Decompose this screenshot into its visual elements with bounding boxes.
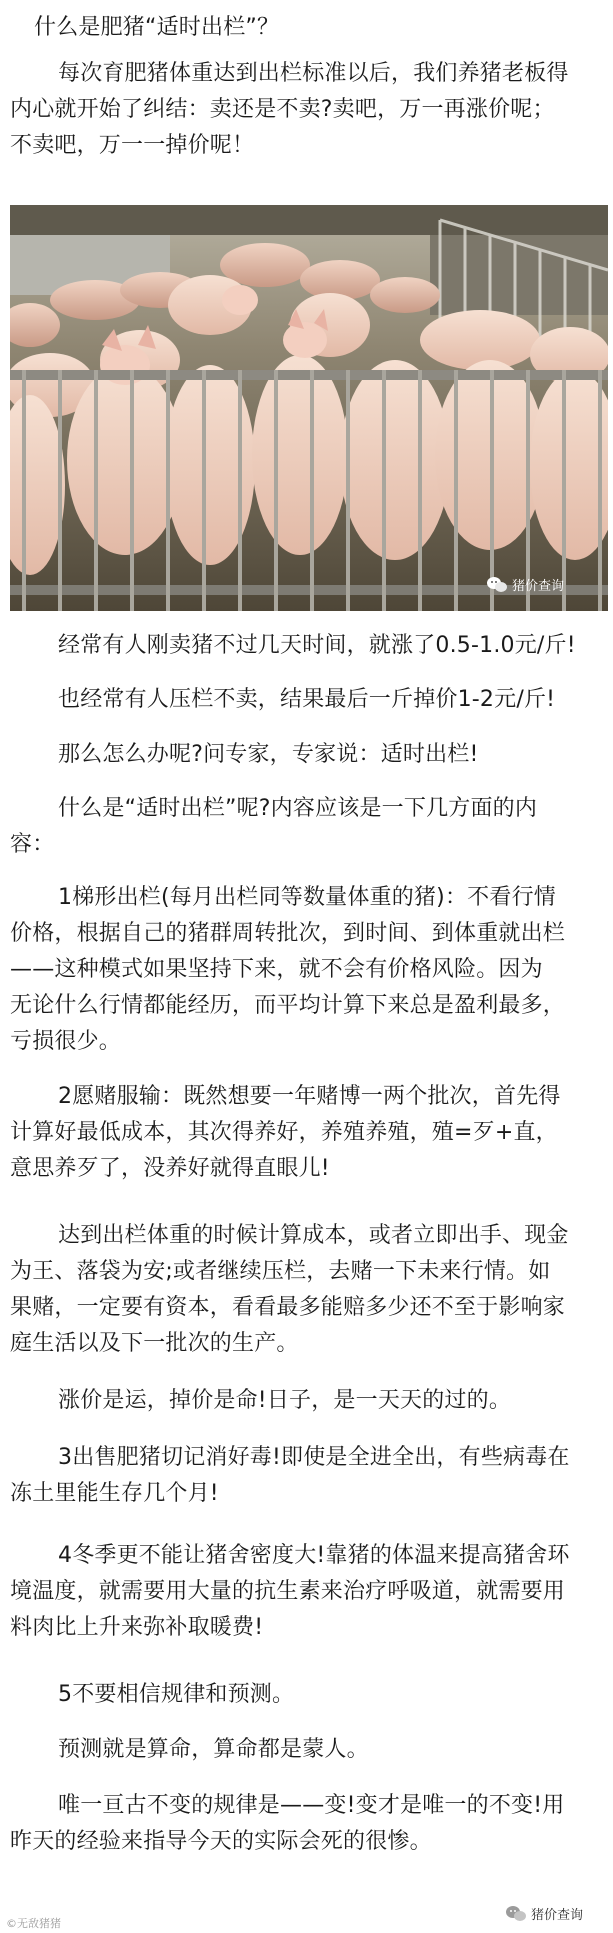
line: 意思养歹了，没养好就得直眼儿!: [10, 1156, 330, 1181]
line: 5不要相信规律和预测。: [58, 1682, 295, 1707]
line: 什么是“适时出栏”呢?内容应该是一下几方面的内: [58, 796, 538, 821]
line: 3出售肥猪切记消好毒!即使是全进全出，有些病毒在: [58, 1445, 570, 1470]
line: 每次育肥猪体重达到出栏标准以后，我们养猪老板得: [58, 61, 569, 86]
line: 2愿赌服输：既然想要一年赌博一两个批次，首先得: [58, 1084, 561, 1109]
line: ——这种模式如果坚持下来，就不会有价格风险。因为: [10, 957, 543, 982]
line: 计算好最低成本，其次得养好，养殖养殖，殖=歹+直，: [10, 1120, 558, 1145]
line: 1梯形出栏(每月出栏同等数量体重的猪)：不看行情: [58, 885, 556, 910]
line: 预测就是算命，算命都是蒙人。: [58, 1737, 369, 1762]
paragraph: [10, 1383, 602, 1419]
line: 果赌，一定要有资本，看看最多能赔多少还不至于影响家: [10, 1295, 566, 1320]
line: 经常有人刚卖猪不过几天时间，就涨了0.5-1.0元/斤!: [58, 633, 576, 658]
footer-watermark: [505, 1904, 583, 1923]
wechat-icon: [486, 576, 508, 594]
line: 容：: [10, 832, 55, 857]
line: 那么怎么办呢?问专家，专家说：适时出栏!: [58, 742, 479, 767]
line: 境温度，就需要用大量的抗生素来治疗呼吸道，就需要用: [10, 1579, 566, 1604]
line: 涨价是运，掉价是命!日子，是一天天的过的。: [58, 1388, 512, 1413]
pig-pen-photo: [10, 205, 608, 611]
paragraph: [10, 880, 602, 1060]
paragraph: [10, 682, 602, 718]
paragraph: [10, 1079, 602, 1187]
paragraph-intro: [10, 56, 602, 164]
paragraph: [10, 737, 602, 773]
line: 冻土里能生存几个月!: [10, 1481, 219, 1506]
source-watermark: ©无敌猪猪: [6, 1917, 61, 1930]
line: 4冬季更不能让猪舍密度大!靠猪的体温来提高猪舍环: [58, 1543, 570, 1568]
wechat-icon: [505, 1905, 527, 1923]
paragraph: [10, 1732, 602, 1768]
pig-pen-illustration: [10, 205, 608, 611]
photo-watermark: [486, 575, 564, 594]
paragraph: [10, 1538, 602, 1646]
line: 无论什么行情都能经历，而平均计算下来总是盈利最多，: [10, 993, 566, 1018]
line: 也经常有人压栏不卖，结果最后一斤掉价1-2元/斤!: [58, 687, 556, 712]
paragraph: [10, 791, 602, 863]
watermark-text: 猪价查询: [531, 1908, 584, 1923]
line: 庭生活以及下一批次的生产。: [10, 1331, 299, 1356]
paragraph: [10, 1677, 602, 1713]
paragraph: [10, 1440, 602, 1512]
line: 价格，根据自己的猪群周转批次，到时间、到体重就出栏: [10, 921, 566, 946]
article-title: 什么是肥猪“适时出栏”？: [34, 15, 280, 40]
line: 不卖吧，万一一掉价呢！: [10, 133, 255, 158]
line: 唯一亘古不变的规律是——变!变才是唯一的不变!用: [58, 1793, 565, 1818]
line: 料肉比上升来弥补取暖费!: [10, 1615, 264, 1640]
line: 达到出栏体重的时候计算成本，或者立即出手、现金: [58, 1223, 569, 1248]
line: 昨天的经验来指导今天的实际会死的很惨。: [10, 1829, 432, 1854]
line: 为王、落袋为安;或者继续压栏，去赌一下未来行情。如: [10, 1259, 551, 1284]
watermark-text: 猪价查询: [512, 579, 565, 594]
line: 亏损很少。: [10, 1029, 122, 1054]
line: 内心就开始了纠结：卖还是不卖?卖吧，万一再涨价呢；: [10, 97, 555, 122]
paragraph: [10, 1788, 602, 1860]
paragraph: [10, 628, 602, 664]
paragraph: [10, 1218, 602, 1362]
